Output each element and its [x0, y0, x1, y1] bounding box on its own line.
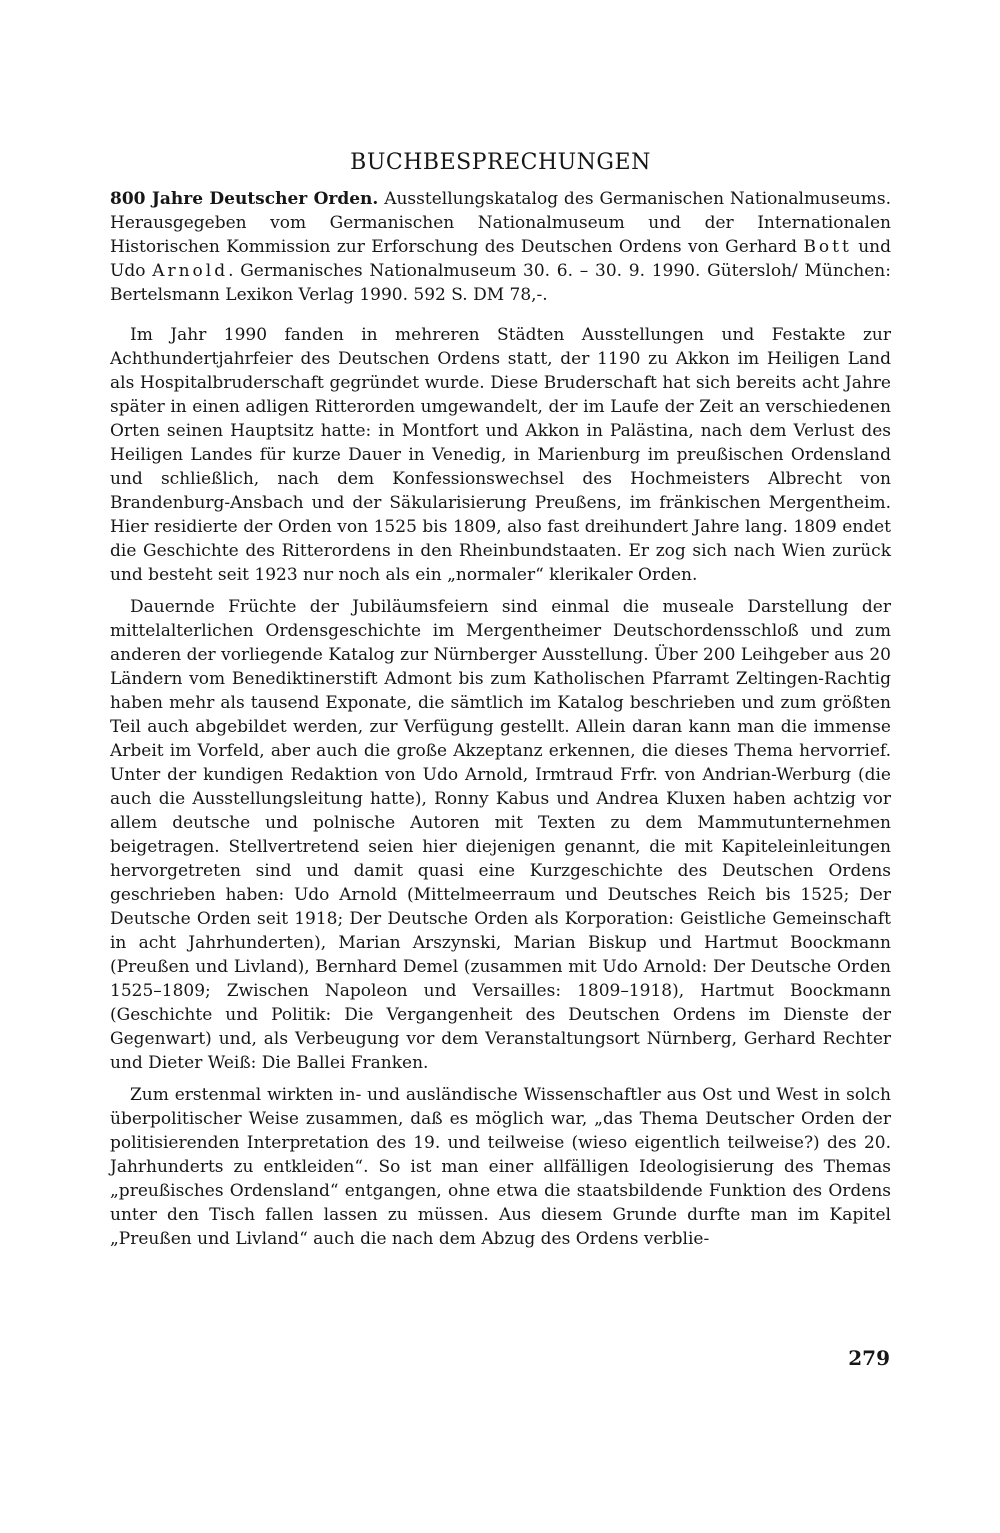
section-heading: BUCHBESPRECHUNGEN [350, 150, 651, 175]
paragraph-2: Dauernde Früchte der Jubiläumsfeiern sind einmal die museale Darstellung der mittelalterlichen Ordensgeschichte im Mergentheimer Deutschordensschloß und zum anderen der vorliegende Katalog zur Nürnberger Ausstellung. Über 200 Leihgeber aus 20 Ländern vom Benediktinerstift Admont bis zum Katholischen Pfarramt Zeltingen-Rachtig haben mehr als tausend Exponate, die sämtlich im Katalog beschrieben und zum größten Teil auch abgebildet werden, zur Verfügung gestellt. Allein daran kann man die immense Arbeit im Vorfeld, aber auch die große Akzeptanz erkennen, die dieses Thema hervorrief. Unter der kundigen Redaktion von Udo Arnold, Irmtraud Frfr. von Andrian-Werburg (die auch die Ausstellungsleitung hatte), Ronny Kabus und Andrea Kluxen haben achtzig vor allem deutsche und polnische Autoren mit Texten zu dem Mammutunternehmen beigetragen. Stellvertretend seien hier diejenigen genannt, die mit Kapiteleinleitungen hervorgetreten sind und damit quasi eine Kurzgeschichte des Deutschen Ordens geschrieben haben: Udo Arnold (Mittelmeerraum und Deutsches Reich bis 1525; Der Deutsche Orden seit 1918; Der Deutsche Orden als Korporation: Geistliche Gemeinschaft in acht Jahrhunderten), Marian Arszynski, Marian Biskup und Hartmut Boockmann (Preußen und Livland), Bernhard Demel (zusammen mit Udo Arnold: Der Deutsche Orden 1525–1809; Zwischen Napoleon und Versailles: 1809–1918), Hartmut Boockmann (Geschichte und Politik: Die Vergangenheit des Deutschen Ordens im Dienste der Gegenwart) und, als Verbeugung vor dem Veranstaltungsort Nürnberg, Gerhard Rechter und Dieter Weiß: Die Ballei Franken. [110, 597, 891, 1073]
reference-text-3: . Germanisches Nationalmuseum 30. 6. – 30. 9. 1990. Gütersloh/ München: Bertelsmann Lexikon Verlag 1990. 592 S. DM 78,-. [110, 261, 891, 305]
editor-name-1: Bott [803, 237, 852, 257]
page-number: 279 [848, 1346, 890, 1370]
book-title: 800 Jahre Deutscher Orden. [110, 189, 379, 209]
paragraph-1: Im Jahr 1990 fanden in mehreren Städten Ausstellungen und Festakte zur Achthundertjahrfeier des Deutschen Ordens statt, der 1190 zu Akkon im Heiligen Land als Hospitalbruderschaft gegründet wurde. Diese Bruderschaft hat sich bereits acht Jahre später in einen adligen Ritterorden umgewandelt, der im Laufe der Zeit an verschiedenen Orten seinen Hauptsitz hatte: in Montfort und Akkon in Palästina, nach dem Verlust des Heiligen Landes für kurze Dauer in Venedig, in Marienburg im preußischen Ordensland und schließlich, nach dem Konfessionswechsel des Hochmeisters Albrecht von Brandenburg-Ansbach und der Säkularisierung Preußens, im fränkischen Mergentheim. Hier residierte der Orden von 1525 bis 1809, also fast dreihundert Jahre lang. 1809 endet die Geschichte des Ritterordens in den Rheinbundstaaten. Er zog sich nach Wien zurück und besteht seit 1923 nur noch als ein „normaler“ klerikaler Orden. [110, 325, 891, 585]
document-page [110, 150, 891, 1259]
reference-text-2: und Udo [110, 237, 891, 281]
editor-name-2: Arnold [152, 261, 229, 281]
paragraph-3: Zum erstenmal wirkten in- und ausländische Wissenschaftler aus Ost und West in solch überpolitischer Weise zusammen, daß es möglich war, „das Thema Deutscher Orden der politisierenden Interpretation des 19. und teilweise (wieso eigentlich teilweise?) des 20. Jahrhunderts zu entkleiden“. So ist man einer allfälligen Ideologisierung des Themas „preußisches Ordensland“ entgangen, ohne etwa die staatsbildende Funktion des Ordens unter den Tisch fallen lassen zu müssen. Aus diesem Grunde durfte man im Kapitel „Preußen und Livland“ auch die nach dem Abzug des Ordens verblie- [110, 1085, 891, 1249]
reference-text-1: Ausstellungskatalog des Germanischen Nationalmuseums. Herausgegeben vom Germanischen Nationalmuseum und der Internationalen Historischen Kommission zur Erforschung des Deutschen Ordens von Gerhard [110, 189, 891, 257]
book-reference [110, 187, 891, 307]
